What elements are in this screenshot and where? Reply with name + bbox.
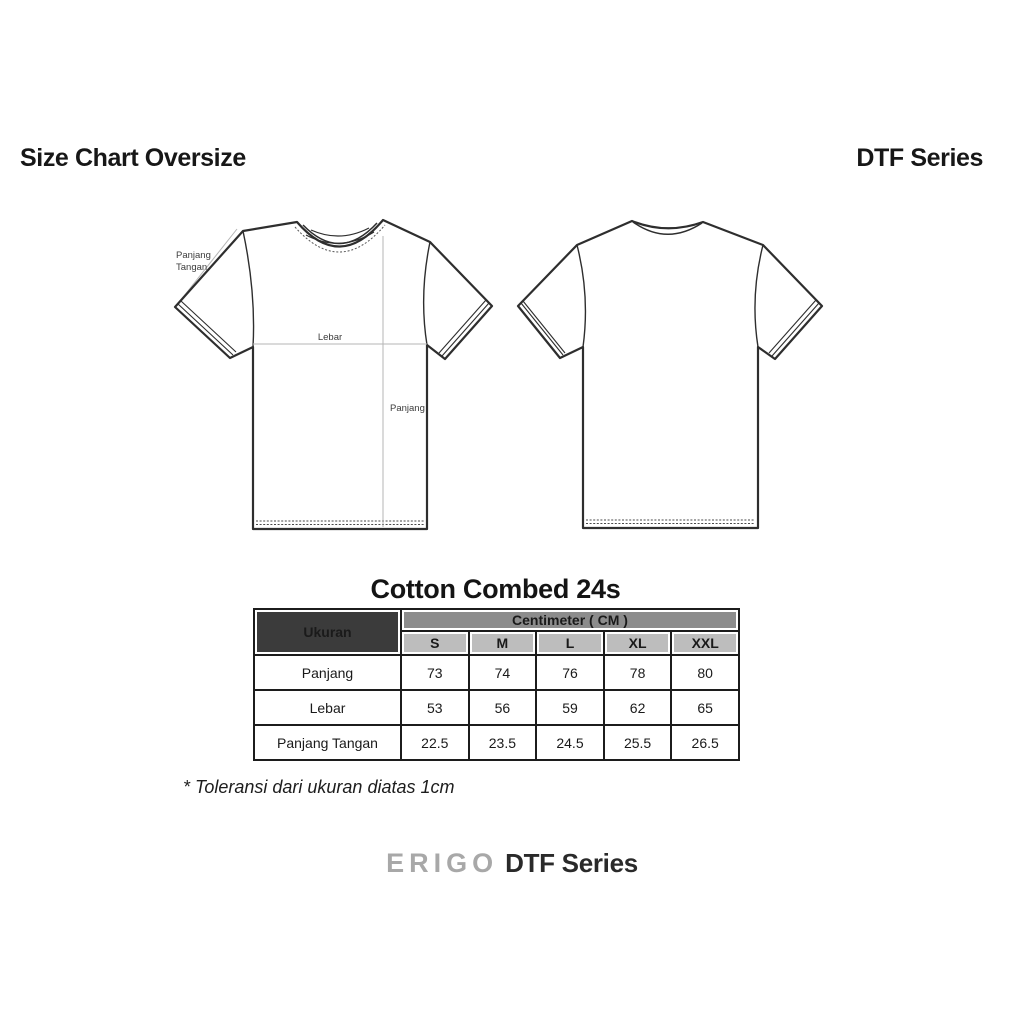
tshirt-front-outline — [175, 220, 492, 529]
size-header-m: M — [469, 631, 537, 655]
brand-series-label: DTF Series — [505, 848, 638, 878]
tshirt-back-outline — [518, 221, 822, 528]
sleeve-length-label-line2: Tangan — [176, 262, 208, 273]
corner-header-cell: Ukuran — [254, 609, 401, 655]
value-cell: 76 — [536, 655, 604, 690]
length-label: Panjang — [390, 403, 425, 414]
value-cell: 24.5 — [536, 725, 604, 760]
tshirt-back-diagram — [518, 221, 822, 528]
table-row — [254, 690, 739, 725]
value-cell: 25.5 — [604, 725, 672, 760]
tolerance-footnote: * Toleransi dari ukuran diatas 1cm — [183, 777, 455, 797]
value-cell: 22.5 — [401, 725, 469, 760]
size-header-xxl: XXL — [671, 631, 739, 655]
series-title: DTF Series — [856, 144, 983, 172]
value-cell: 26.5 — [671, 725, 739, 760]
value-cell: 53 — [401, 690, 469, 725]
table-row — [254, 609, 739, 631]
tshirt-size-diagram — [0, 195, 1024, 545]
erigo-logo: ERIGO — [386, 848, 499, 878]
fabric-title: Cotton Combed 24s — [370, 574, 621, 604]
value-cell: 62 — [604, 690, 672, 725]
size-header-l: L — [536, 631, 604, 655]
value-cell: 56 — [469, 690, 537, 725]
tshirt-front-diagram — [175, 220, 492, 529]
table-row — [254, 725, 739, 760]
size-table — [253, 608, 740, 761]
sleeve-length-label-line1: Panjang — [176, 250, 211, 261]
page-title: Size Chart Oversize — [20, 144, 246, 172]
row-label-panjang: Panjang — [254, 655, 401, 690]
value-cell: 74 — [469, 655, 537, 690]
size-header-s: S — [401, 631, 469, 655]
width-label: Lebar — [317, 332, 343, 343]
value-cell: 65 — [671, 690, 739, 725]
unit-header-cell: Centimeter ( CM ) — [401, 609, 739, 631]
value-cell: 80 — [671, 655, 739, 690]
brand-footer — [0, 848, 1024, 879]
value-cell: 23.5 — [469, 725, 537, 760]
value-cell: 78 — [604, 655, 672, 690]
size-header-xl: XL — [604, 631, 672, 655]
table-row — [254, 655, 739, 690]
row-label-panjang-tangan: Panjang Tangan — [254, 725, 401, 760]
value-cell: 73 — [401, 655, 469, 690]
value-cell: 59 — [536, 690, 604, 725]
row-label-lebar: Lebar — [254, 690, 401, 725]
